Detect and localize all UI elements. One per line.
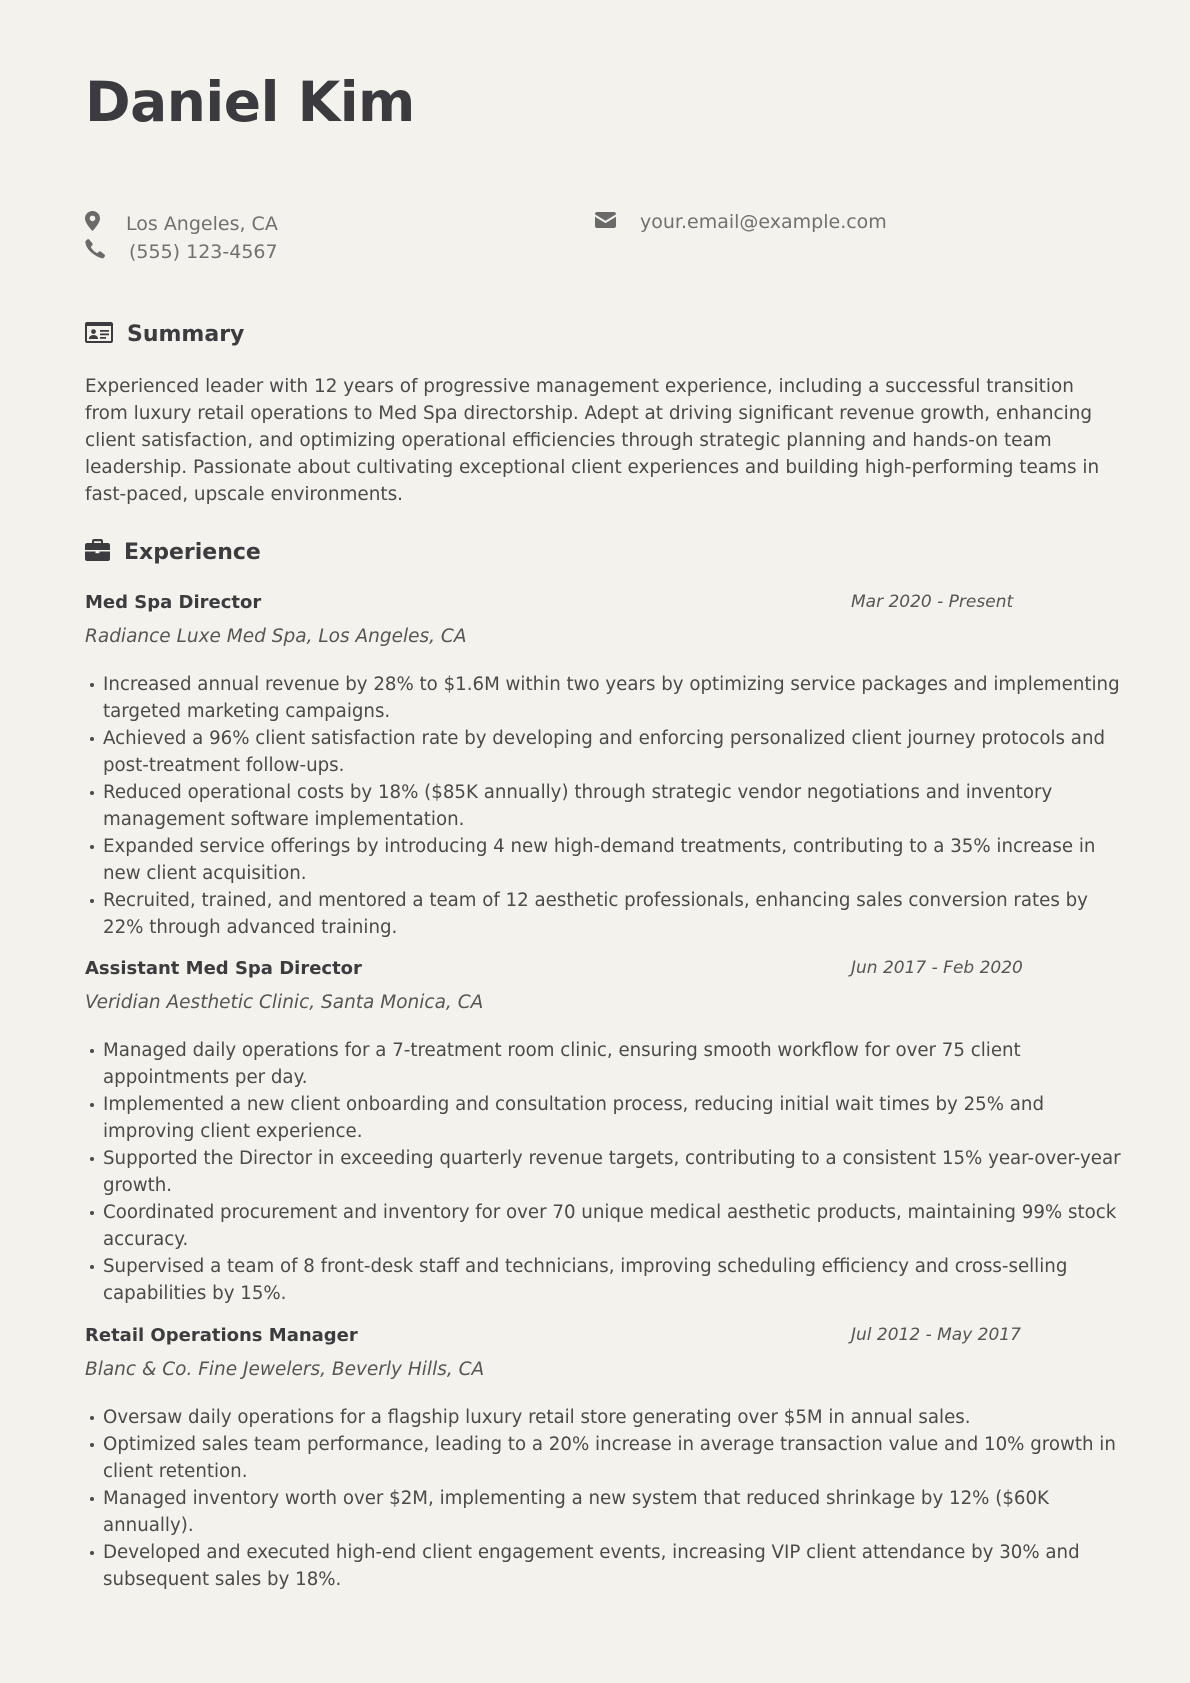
job-bullets <box>85 671 1133 941</box>
job-bullet: Supervised a team of 8 front-desk staff and technicians, improving scheduling efficiency and cross-selling capabilities by 15%. <box>103 1253 1133 1307</box>
job-bullet: Coordinated procurement and inventory for over 70 unique medical aesthetic products, maintaining 99% stock accuracy. <box>103 1199 1133 1253</box>
job-company: Radiance Luxe Med Spa, Los Angeles, CA <box>85 626 467 647</box>
job-bullet: Expanded service offerings by introducing 4 new high-demand treatments, contributing to a 35% increase in new client acquisition. <box>103 833 1133 887</box>
job-company: Blanc & Co. Fine Jewelers, Beverly Hills, CA <box>85 1359 485 1380</box>
email-text: your.email@example.com <box>640 211 887 233</box>
job-bullets <box>85 1404 1133 1593</box>
job-date: Jul 2012 - May 2017 <box>851 1325 1021 1345</box>
phone-icon <box>85 239 106 264</box>
summary-heading <box>85 322 244 347</box>
job-bullet: Supported the Director in exceeding quarterly revenue targets, contributing to a consistent 15% year-over-year growth. <box>103 1145 1133 1199</box>
job-bullet: Oversaw daily operations for a flagship luxury retail store generating over $5M in annual sales. <box>103 1404 1133 1431</box>
job-company: Veridian Aesthetic Clinic, Santa Monica, CA <box>85 992 484 1013</box>
job-title: Med Spa Director <box>85 592 262 613</box>
briefcase-icon <box>85 539 110 565</box>
phone-text: (555) 123-4567 <box>129 240 278 263</box>
experience-heading <box>85 539 261 565</box>
job-title: Assistant Med Spa Director <box>85 958 362 979</box>
summary-title: Summary <box>127 322 245 347</box>
job-bullet: Recruited, trained, and mentored a team of 12 aesthetic professionals, enhancing sales conversion rates by 22% through advanced training. <box>103 887 1133 941</box>
job-bullet: Managed daily operations for a 7-treatment room clinic, ensuring smooth workflow for over 75 client appointments per day. <box>103 1037 1133 1091</box>
job-bullet: Developed and executed high-end client engagement events, increasing VIP client attendance by 30% and subsequent sales by 18%. <box>103 1539 1133 1593</box>
job-bullet: Managed inventory worth over $2M, implementing a new system that reduced shrinkage by 12% ($60K annually). <box>103 1485 1133 1539</box>
job-bullet: Implemented a new client onboarding and consultation process, reducing initial wait times by 25% and improving client experience. <box>103 1091 1133 1145</box>
summary-text: Experienced leader with 12 years of progressive management experience, including a successful transition from luxury retail operations to Med Spa directorship. Adept at driving significant revenue growth, enhancing client satisfaction, and optimizing operational efficiencies through strategic planning and hands-on team leadership. Passionate about cultivating exceptional client experiences and building high-performing teams in fast-paced, upscale environments. <box>85 376 1100 505</box>
job-bullets <box>85 1037 1133 1307</box>
candidate-name: Daniel Kim <box>85 70 415 134</box>
envelope-icon <box>595 211 616 233</box>
map-pin-icon <box>85 211 100 236</box>
experience-title: Experience <box>124 539 261 565</box>
job-bullet: Increased annual revenue by 28% to $1.6M within two years by optimizing service packages and implementing targeted marketing campaigns. <box>103 671 1133 725</box>
job-title: Retail Operations Manager <box>85 1325 358 1346</box>
job-date: Jun 2017 - Feb 2020 <box>851 958 1023 978</box>
contact-email <box>595 211 887 233</box>
job-date: Mar 2020 - Present <box>851 592 1014 612</box>
job-bullet: Reduced operational costs by 18% ($85K annually) through strategic vendor negotiations and inventory management software implementation. <box>103 779 1133 833</box>
location-text: Los Angeles, CA <box>126 212 278 235</box>
job-bullet: Optimized sales team performance, leading to a 20% increase in average transaction value and 10% growth in client retention. <box>103 1431 1133 1485</box>
job-bullet: Achieved a 96% client satisfaction rate by developing and enforcing personalized client journey protocols and post-treatment follow-ups. <box>103 725 1133 779</box>
id-card-icon <box>85 322 113 347</box>
contact-location <box>85 211 278 236</box>
contact-phone <box>85 239 278 264</box>
